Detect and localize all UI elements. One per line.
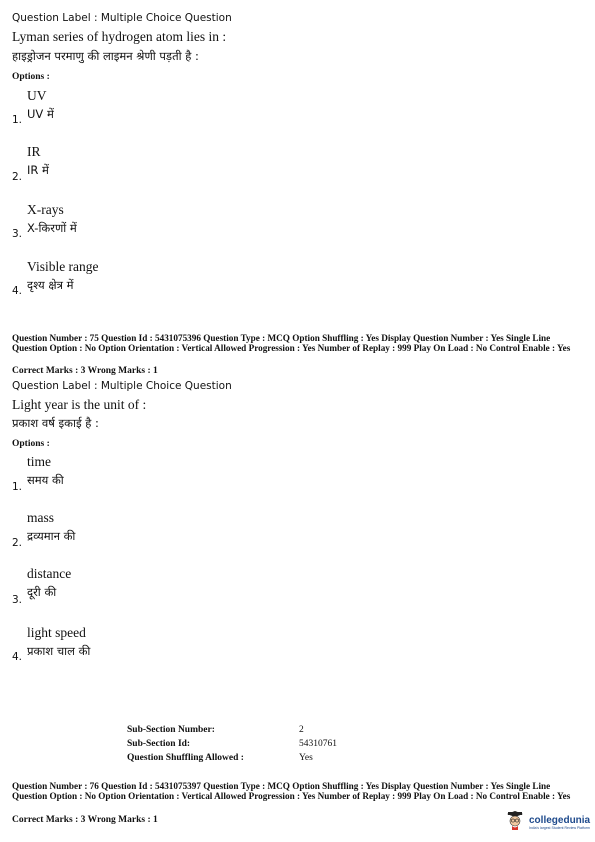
option-text-english: IR — [27, 144, 41, 159]
question-text-english: Light year is the unit of : — [12, 397, 147, 412]
option-number: 4. — [12, 651, 23, 663]
option-number: 1. — [12, 114, 23, 126]
option-number: 2. — [12, 171, 23, 183]
subsection-id-label: Sub-Section Id: — [127, 739, 191, 749]
option-number: 2. — [12, 537, 23, 549]
option-text-english: mass — [27, 510, 54, 525]
option-text-hindi: IR में — [27, 163, 49, 177]
question-shuffling-value: Yes — [299, 753, 313, 763]
subsection-number-value: 2 — [299, 725, 304, 735]
question-label: Question Label : Multiple Choice Question — [12, 380, 232, 392]
question-shuffling-label: Question Shuffling Allowed : — [127, 753, 244, 763]
option-text-english: light speed — [27, 625, 86, 640]
option-text-hindi: प्रकाश चाल की — [27, 644, 91, 658]
option-text-english: UV — [27, 88, 47, 103]
option-text-hindi: UV में — [27, 107, 54, 121]
option-text-hindi: X-किरणों में — [27, 221, 77, 235]
option-number: 3. — [12, 228, 23, 240]
question-text-hindi: हाइड्रोजन परमाणु की लाइमन श्रेणी पड़ती है : — [12, 49, 199, 63]
option-text-hindi: दूरी की — [27, 585, 57, 599]
option-text-english: time — [27, 454, 51, 469]
marks-info: Correct Marks : 3 Wrong Marks : 1 — [12, 815, 158, 825]
option-number: 4. — [12, 285, 23, 297]
option-text-english: distance — [27, 566, 72, 581]
subsection-id-value: 54310761 — [299, 739, 337, 749]
option-text-hindi: दृश्य क्षेत्र में — [27, 278, 74, 292]
graduate-mascot-icon — [505, 810, 525, 835]
question-metadata: Question Number : 76 Question Id : 5431075397 Question Type : MCQ Option Shuffling : Yes Display Question Number : Yes Single Line Question Option : No Option Orientation : Vertical Allowed Progression : Yes Number of Replay : 999 Play On Load : No Control Enable : Yes — [12, 781, 571, 801]
option-text-english: Visible range — [27, 259, 99, 274]
logo-tagline: India's largest Student Review Platform — [529, 825, 590, 830]
marks-info: Correct Marks : 3 Wrong Marks : 1 — [12, 366, 158, 376]
logo-wordmark: collegedunia — [529, 814, 591, 826]
question-text-english: Lyman series of hydrogen atom lies in : — [12, 29, 227, 44]
option-text-hindi: द्रव्यमान की — [27, 529, 76, 543]
collegedunia-logo — [505, 810, 590, 835]
question-label: Question Label : Multiple Choice Question — [12, 12, 232, 24]
options-label: Options : — [12, 439, 50, 449]
option-number: 3. — [12, 594, 23, 606]
option-text-english: X-rays — [27, 202, 64, 217]
question-metadata: Question Number : 75 Question Id : 5431075396 Question Type : MCQ Option Shuffling : Yes Display Question Number : Yes Single Line Question Option : No Option Orientation : Vertical Allowed Progression : Yes Number of Replay : 999 Play On Load : No Control Enable : Yes — [12, 333, 571, 353]
subsection-number-label: Sub-Section Number: — [127, 725, 215, 735]
question-text-hindi: प्रकाश वर्ष इकाई है : — [12, 416, 99, 430]
option-text-hindi: समय की — [27, 473, 64, 487]
options-label: Options : — [12, 72, 50, 82]
option-number: 1. — [12, 481, 23, 493]
